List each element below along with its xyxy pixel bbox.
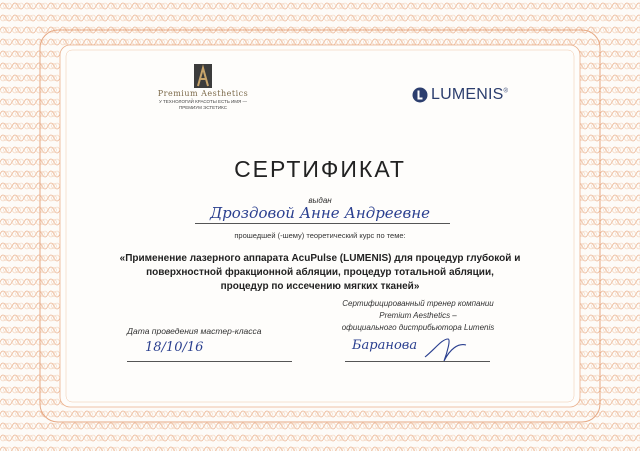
trainer-caption xyxy=(318,298,518,334)
date-label: Дата проведения мастер-класса xyxy=(127,326,262,336)
course-line-2: поверхностной фракционной абляции, процедур тотальной абляции, xyxy=(146,267,494,278)
trainer-signature: Баранова xyxy=(352,338,418,353)
brand-name: Premium Aesthetics xyxy=(157,89,249,98)
trainer-line-2: Premium Aesthetics – xyxy=(379,311,457,320)
certificate-title: СЕРТИФИКАТ xyxy=(234,156,406,182)
trainer-line-1: Сертифицированный тренер компании xyxy=(342,299,494,308)
name-underline xyxy=(195,223,450,224)
premium-aesthetics-logo xyxy=(148,64,258,110)
course-title xyxy=(100,252,540,294)
signature-underline xyxy=(345,361,490,362)
recipient-name: Дроздовой Анне Андреевне xyxy=(209,204,431,222)
issued-label: выдан xyxy=(308,196,332,205)
lumenis-circle-icon xyxy=(412,87,428,103)
passed-course-label: прошедшей (-шему) теоретический курс по теме: xyxy=(234,231,406,240)
date-underline xyxy=(127,361,292,362)
premium-aesthetics-mark-icon xyxy=(192,64,214,88)
course-line-1: «Применение лазерного аппарата AcuPulse (LUMENIS) для процедур глубокой и xyxy=(119,253,521,264)
lumenis-logo xyxy=(412,86,508,104)
lumenis-wordmark: LUMENIS® xyxy=(431,86,509,103)
date-value: 18/10/16 xyxy=(145,340,204,355)
course-line-3: процедур по иссечению мягких тканей» xyxy=(220,281,420,292)
brand-tagline-1: У ТЕХНОЛОГИЙ КРАСОТЫ ЕСТЬ ИМЯ — xyxy=(158,99,248,104)
trainer-line-3: официального дистрибьютора Lumenis xyxy=(341,323,495,332)
brand-tagline-2: ПРЕМИУМ ЭСТЕТИКС xyxy=(179,105,227,110)
